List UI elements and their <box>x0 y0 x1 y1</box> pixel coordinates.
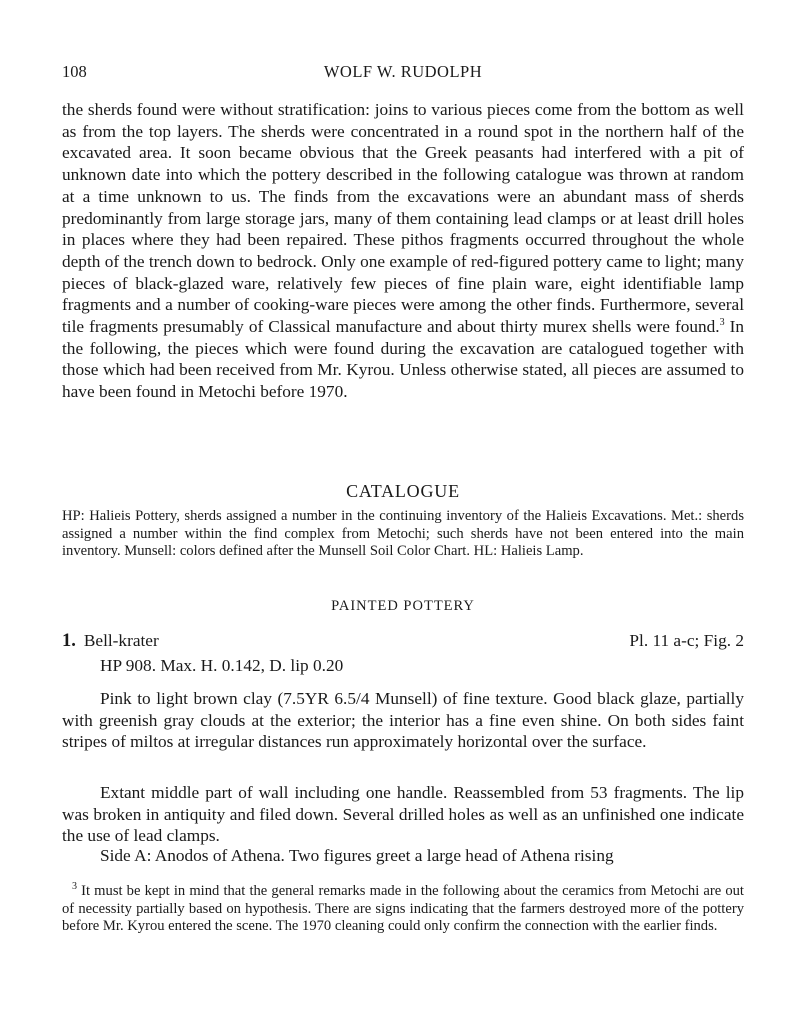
section-heading: PAINTED POTTERY <box>331 598 475 614</box>
catalogue-heading: CATALOGUE <box>346 481 460 501</box>
footnote <box>62 883 744 936</box>
running-head <box>62 62 744 84</box>
running-title: WOLF W. RUDOLPH <box>323 62 483 81</box>
page-number: 108 <box>62 62 87 81</box>
footnote-reference: 3 <box>719 317 725 329</box>
plate-reference: Pl. 11 a-c; Fig. 2 <box>629 631 744 650</box>
entry-number: 1. <box>62 631 76 651</box>
entry-condition-paragraph: Extant middle part of wall including one handle. Reassembled from 53 fragments. The lip was broken in antiquity and filed down. Several drilled holes as well as an unfinished one indicate the use of lead clamps. <box>62 783 744 846</box>
body-paragraph <box>62 99 744 403</box>
abbreviations-paragraph: HP: Halieis Pottery, sherds assigned a number in the continuing inventory of the Halieis Excavations. Met.: sherds assigned a number within the find complex from Metochi; such sherds have not been entered into the main inventory. Munsell: colors defined after the Munsell Soil Color Chart. HL: Halieis Lamp. <box>62 508 744 560</box>
entry-description-paragraph: Pink to light brown clay (7.5YR 6.5/4 Munsell) of fine texture. Good black glaze, partially with greenish gray clouds at the exterior; the interior has a fine even shine. On both sides faint stripes of miltos at irregular distances run approximately horizontal over the surface. <box>62 689 744 752</box>
inventory-line: HP 908. Max. H. 0.142, D. lip 0.20 <box>100 656 344 675</box>
body-text-before-note: the sherds found were without stratification: joins to various pieces come from the bottom as well as from the top layers. The sherds were concentrated in a round spot in the northern half of the excavated area. It soon became obvious that the Greek peasants had interfered with a pit of unknown date into which the pottery described in the following catalogue was thrown at random at a time unknown to us. The finds from the excavations were an abundant mass of sherds predominantly from large storage jars, many of them containing lead clamps or at least drill holes in places where they had been repaired. These pithos fragments occurred throughout the whole depth of the trench down to bedrock. Only one example of red-figured pottery came to light; many pieces of black-glazed ware, relatively few pieces of fine plain ware, eight identifiable lamp fragments and a number of cooking-ware pieces were among the other finds. Furthermore, several tile fragments presumably of Classical manufacture and about thirty murex shells were found. <box>62 100 744 337</box>
catalogue-entry-header <box>62 631 744 655</box>
body-text-after-note: In the following, the pieces which were found during the excavation are catalogued together with those which had been received from Mr. Kyrou. Unless otherwise stated, all pieces are assumed to have been found in Metochi before 1970. <box>62 317 745 402</box>
footnote-text: It must be kept in mind that the general remarks made in the following about the ceramics from Metochi are out of necessity partially based on hypothesis. There are signs indicating that the farmers destroyed more of the pottery before Mr. Kyrou entered the scene. The 1970 cleaning could only confirm the connection with the earlier finds. <box>62 883 744 935</box>
footnote-marker: 3 <box>72 881 77 893</box>
entry-title: Bell-krater <box>83 631 159 650</box>
entry-side-a-paragraph: Side A: Anodos of Athena. Two figures greet a large head of Athena rising <box>100 846 614 865</box>
